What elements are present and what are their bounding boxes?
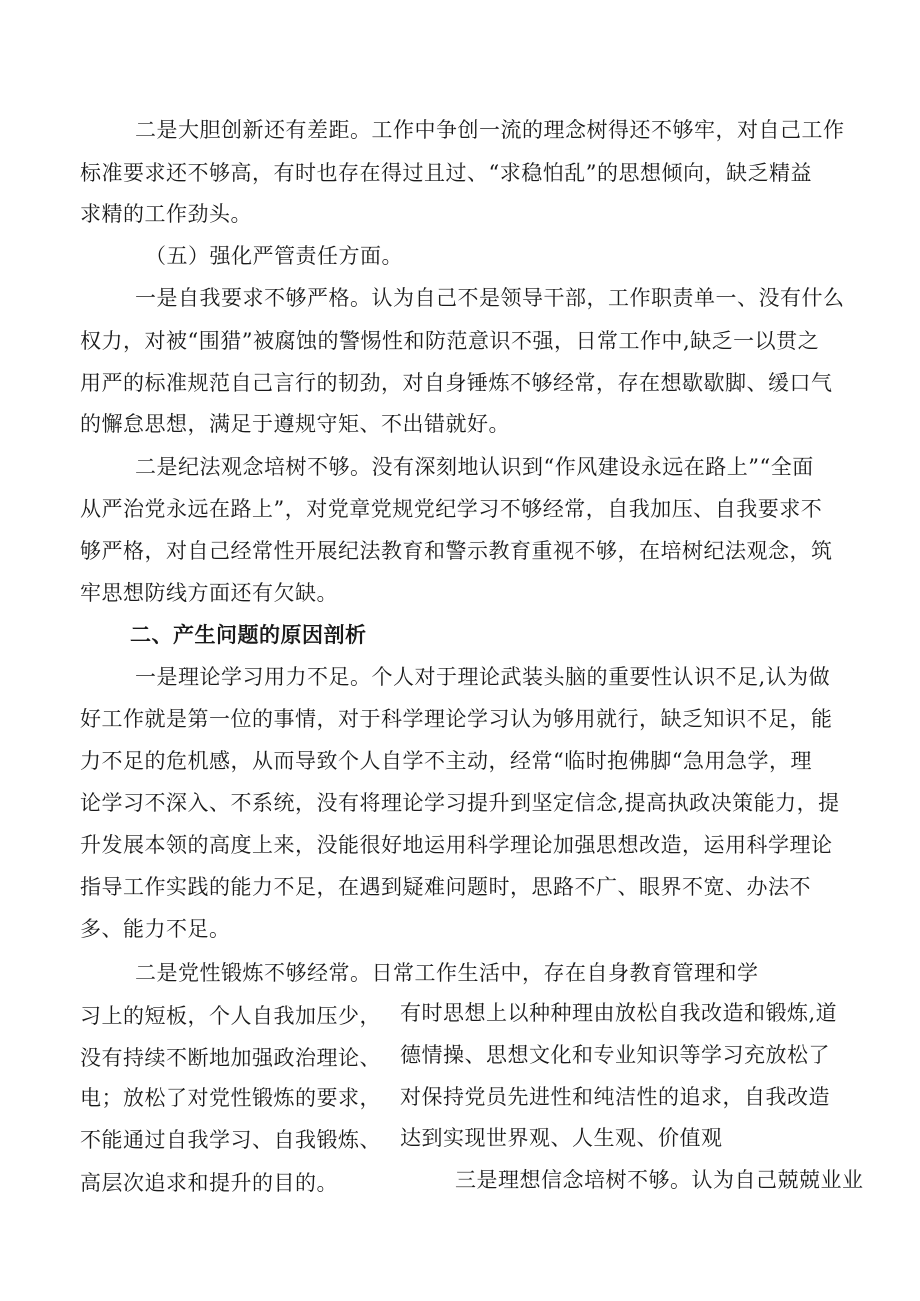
left-column-line: 电；放松了对党性锻炼的要求， [80,1086,381,1110]
paragraph-line: 好工作就是第一位的事情，对于科学理论学习认为够用就行，缺乏知识不足，能 [80,707,833,731]
paragraph-line: 二是纪法观念培树不够。没有深刻地认识到“作风建设永远在路上”“全面 [135,455,814,479]
paragraph-line: 的懈怠思想，满足于遵规守矩、不出错就好。 [80,412,510,436]
paragraph-line: 力不足的危机感，从而导致个人自学不主动，经常“临时抱佛脚“急用急学，理 [80,749,812,773]
paragraph-line: 求精的工作劲头。 [80,202,252,226]
right-column-line: 德情操、思想文化和专业知识等学习充放松了 [400,1043,830,1067]
section-heading: 二、产生问题的原因剖析 [130,623,367,647]
paragraph-line: 牢思想防线方面还有欠缺。 [80,581,338,605]
paragraph-line: 用严的标准规范自己言行的韧劲，对自身锤炼不够经常，存在想歇歇脚、缓口气 [80,371,833,395]
left-column-line: 没有持续不断地加强政治理论、 [80,1046,381,1070]
paragraph-line: 一是自我要求不够严格。认为自己不是领导干部，工作职责单一、没有什么 [135,286,845,310]
paragraph-line: 二是大胆创新还有差距。工作中争创一流的理念树得还不够牢，对自己工作 [135,118,845,142]
paragraph-line: 论学习不深入、不系统，没有将理论学习提升到坚定信念,提高执政决策能力，提 [80,791,840,815]
right-column-line: 对保持党员先进性和纯洁性的追求，自我改造 [400,1085,830,1109]
right-column-line: 三是理想信念培树不够。认为自己兢兢业业 [455,1168,864,1192]
paragraph-line: 升发展本领的高度上来，没能很好地运用科学理论加强思想改造，运用科学理论 [80,833,833,857]
paragraph-line: 指导工作实践的能力不足，在遇到疑难问题时，思路不广、眼界不宽、办法不 [80,875,811,899]
paragraph-line: 多、能力不足。 [80,917,231,941]
left-column-line: 不能通过自我学习、自我锻炼、 [80,1128,381,1152]
paragraph-line: 二是党性锻炼不够经常。日常工作生活中，存在自身教育管理和学 [135,961,759,985]
paragraph-line: 从严治党永远在路上”，对党章党规党纪学习不够经常，自我加压、自我要求不 [80,497,823,521]
paragraph-line: 标准要求还不够高，有时也存在得过且过、“求稳怕乱”的思想倾向，缺乏精益 [80,161,812,185]
paragraph-line: 一是理论学习用力不足。个人对于理论武装头脑的重要性认识不足,认为做 [135,665,831,689]
right-column-line: 达到实现世界观、人生观、价值观 [400,1126,723,1150]
right-column-line: 有时思想上以种种理由放松自我改造和锻炼,道 [400,1001,838,1025]
paragraph-line: 权力，对被“围猎”被腐蚀的警惕性和防范意识不强，日常工作中,缺乏一以贯之 [80,329,820,353]
paragraph-line: 够严格，对自己经常性开展纪法教育和警示教育重视不够，在培树纪法观念，筑 [80,539,833,563]
left-column-line: 习上的短板，个人自我加压少， [80,1004,381,1028]
left-column-line: 高层次追求和提升的目的。 [80,1171,338,1195]
section-subheading: （五）强化严管责任方面。 [145,244,403,268]
